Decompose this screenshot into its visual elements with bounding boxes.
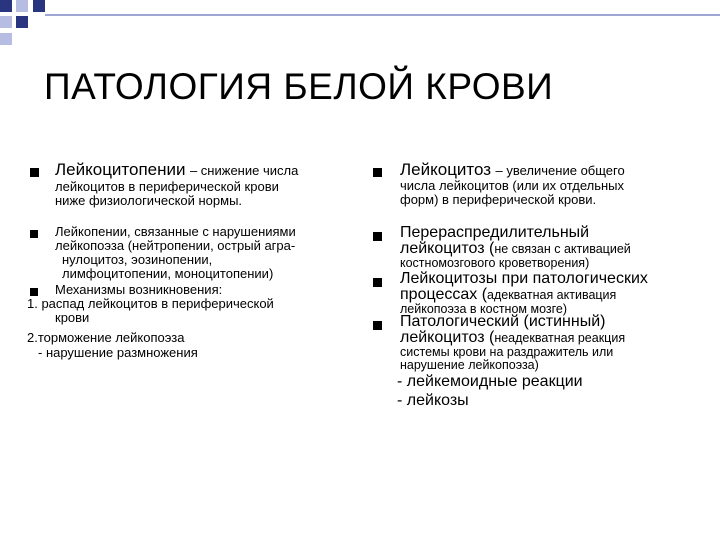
leukopenia-def-2: лейкоцитов в периферической крови [55, 179, 279, 194]
true-line-4: нарушение лейкопоэза) [400, 358, 539, 372]
leukocytosis-term: Лейкоцитоз [400, 160, 492, 179]
redistrib-term: лейкоцитоз ( [400, 240, 495, 257]
assoc-line-1: Лейкопении, связанные с нарушениями [55, 224, 296, 239]
corner-square-navy-2 [33, 0, 45, 12]
mechanism-1a: 1. распад лейкоцитов в периферической [27, 296, 274, 311]
bullet [30, 288, 38, 296]
leukocytosis-def-3: форм) в периферической крови. [400, 192, 597, 207]
reaction-2: - лейкозы [397, 392, 469, 409]
header-rule [45, 14, 720, 16]
corner-square-lavender-1 [16, 0, 28, 12]
leukopenia-def-3: ниже физиологической нормы. [55, 193, 243, 208]
true-line-3: системы крови на раздражитель или [400, 345, 614, 359]
redistrib-note: не связан с активацией [494, 242, 631, 256]
redistrib-line-3: костномозгового кроветворения) [400, 256, 590, 270]
slide-title: ПАТОЛОГИЯ БЕЛОЙ КРОВИ [44, 66, 554, 107]
bullet [30, 230, 38, 238]
assoc-line-3: нулоцитоз, эозинопении, [62, 252, 213, 267]
corner-square-navy-1 [0, 0, 12, 12]
bullet [30, 168, 39, 177]
bullet [373, 232, 382, 241]
leukopenia-term: Лейкоцитопении [55, 160, 186, 179]
leukopenia-line-1 [55, 160, 298, 180]
mechanism-1b: крови [55, 310, 90, 325]
leukocytosis-def-1: – увеличение общего [495, 163, 625, 178]
patho-line-1: Лейкоцитозы при патологических [400, 270, 648, 287]
true-note: неадекватная реакция [494, 331, 626, 345]
patho-note: адекватная активация [487, 288, 617, 302]
leukocytosis-line-1 [400, 160, 625, 180]
mechanism-2: 2.торможение лейкопоэза [27, 330, 185, 345]
bullet [373, 321, 382, 330]
assoc-line-2: лейкопоэза (нейтропении, острый агра- [55, 238, 296, 253]
true-line-1: Патологический (истинный) [400, 313, 606, 330]
leukocytosis-def-2: числа лейкоцитов (или их отдельных [400, 178, 625, 193]
patho-term: процессах ( [400, 286, 488, 303]
patho-line-3: лейкопоэза в костном мозге) [400, 302, 568, 316]
corner-square-lavender-2 [0, 16, 12, 28]
assoc-line-4: лимфоцитопении, моноцитопении) [62, 266, 274, 281]
bullet [373, 278, 382, 287]
mechanisms-heading: Механизмы возникновения: [55, 282, 223, 297]
true-term: лейкоцитоз ( [400, 329, 495, 346]
reaction-1: - лейкемоидные реакции [397, 373, 583, 390]
corner-square-navy-3 [16, 16, 28, 28]
leukopenia-def-1: – снижение числа [189, 163, 299, 178]
corner-square-lavender-3 [0, 33, 12, 45]
redistrib-line-1: Перераспредилительный [400, 224, 590, 241]
bullet [373, 168, 382, 177]
mechanism-3: - нарушение размножения [38, 345, 198, 360]
